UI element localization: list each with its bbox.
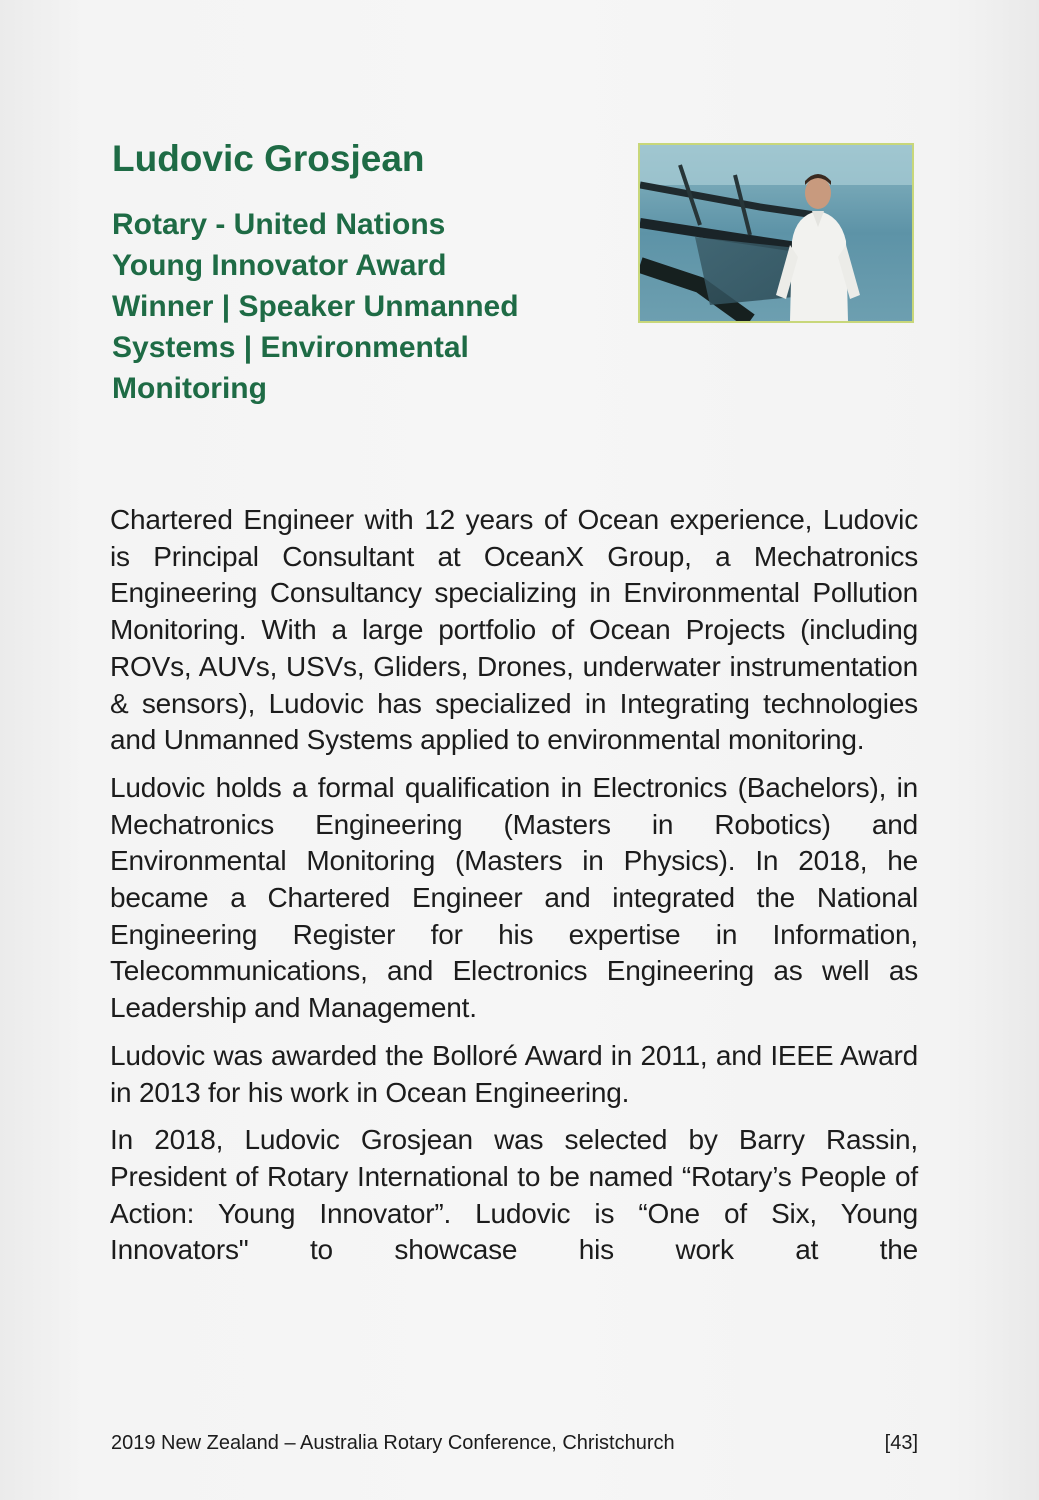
role-line: Monitoring: [112, 372, 267, 405]
profile-role: [112, 204, 632, 409]
paragraph: Chartered Engineer with 12 years of Ocean experience, Ludovic is Principal Consultant at OceanX Group, a Mechatronics Engineering Consultancy specializing in Environmental Pollution Monitoring. With a large portfolio of Ocean Projects (including ROVs, AUVs, USVs, Gliders, Drones, underwater instrumentation & sensors), Ludovic has specialized in Integrating technologies and Unmanned Systems applied to environmental monitoring.: [110, 504, 918, 756]
biography-text: [110, 502, 918, 1280]
paragraph: In 2018, Ludovic Grosjean was selected by Barry Rassin, President of Rotary International to be named “Rotary’s People of Action: Young Innovator”. Ludovic is “One of Six, Young Innovators" to showcase his work at the: [110, 1124, 918, 1266]
role-line: Winner | Speaker Unmanned: [112, 290, 519, 323]
paragraph: Ludovic holds a formal qualification in Electronics (Bachelors), in Mechatronics Engineering (Masters in Robotics) and Environmental Monitoring (Masters in Physics). In 2018, he became a Chartered Engineer and integrated the National Engineering Register for his expertise in Information, Telecommunications, and Electronics Engineering as well as Leadership and Management.: [110, 771, 918, 1024]
portrait-photo-icon: [640, 145, 912, 321]
role-line: Rotary - United Nations: [112, 208, 446, 241]
footer-conference-title: 2019 New Zealand – Australia Rotary Conference, Christchurch: [111, 1432, 675, 1454]
role-line: Young Innovator Award: [112, 249, 447, 282]
profile-name: Ludovic Grosjean: [112, 138, 425, 179]
profile-photo: [638, 143, 914, 323]
role-line: Systems | Environmental: [112, 331, 469, 364]
page-number: [43]: [884, 1432, 918, 1454]
paragraph: Ludovic was awarded the Bolloré Award in 2011, and IEEE Award in 2013 for his work in Ocean Engineering.: [110, 1039, 918, 1108]
